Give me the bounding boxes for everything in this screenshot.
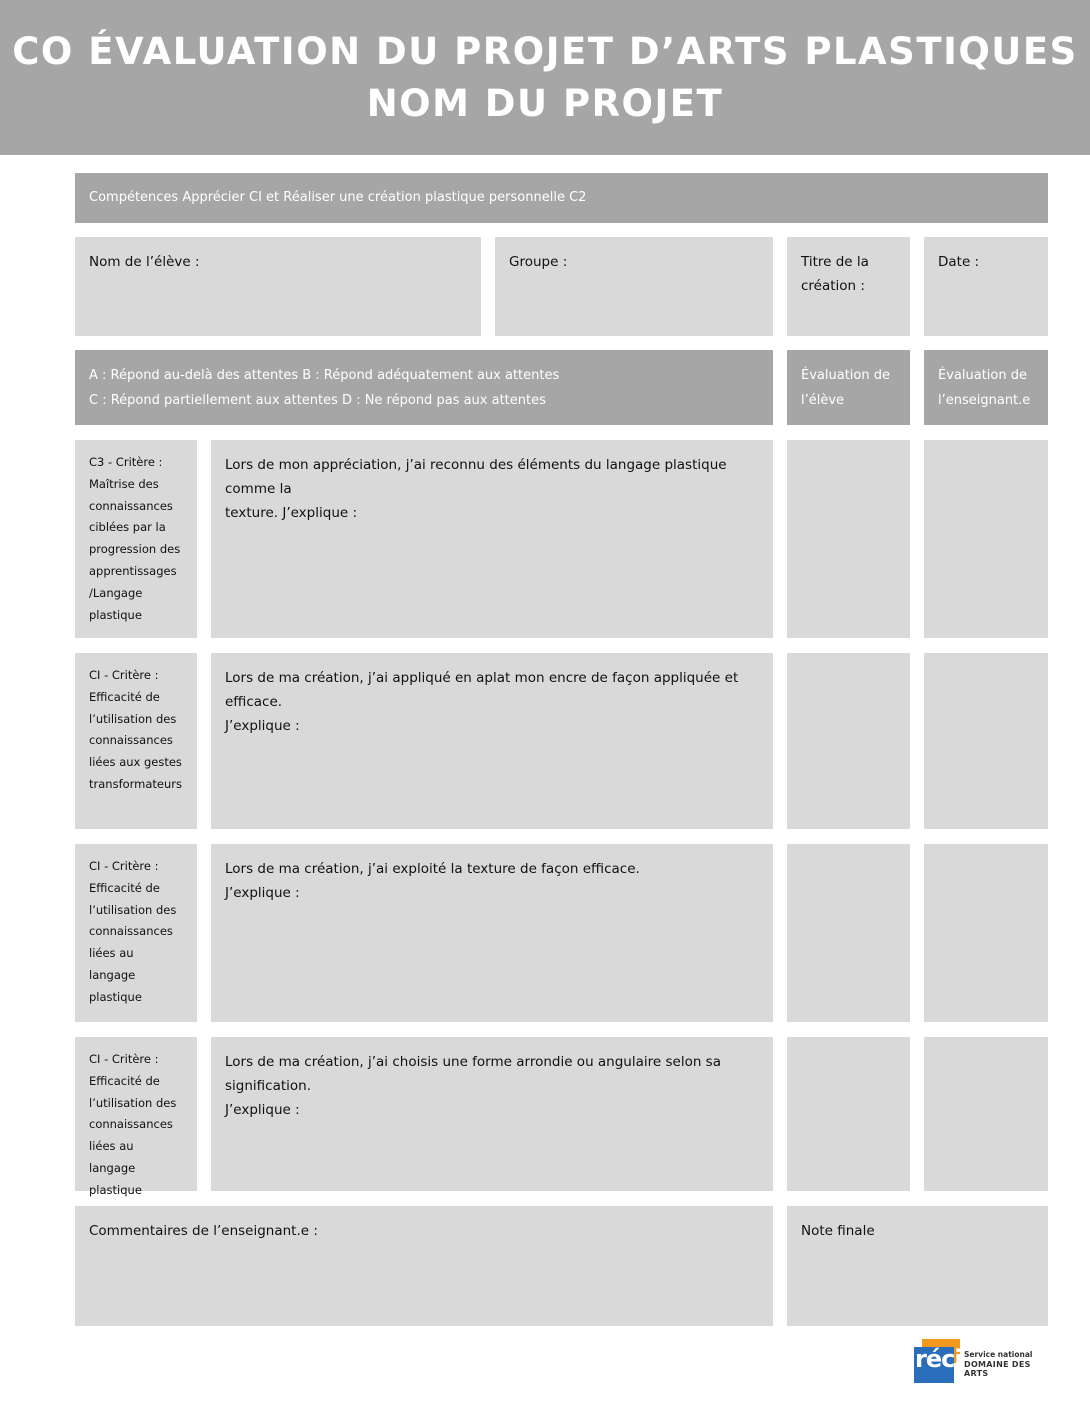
criterion-answer-field[interactable] [211,1037,773,1191]
teacher-eval-header-line1: Évaluation de [938,368,1027,383]
final-grade-label: Note finale [801,1223,875,1239]
teacher-comments-field[interactable] [75,1206,773,1326]
criterion-label-line: Efficacité de [89,689,160,704]
criterion-label-line: connaissances [89,924,173,939]
criterion-prompt-line2: J’explique : [225,885,300,901]
page-title-line1: CO ÉVALUATION DU PROJET D’ARTS PLASTIQUES [12,29,1078,73]
criterion-label-line: Maîtrise des [89,476,159,491]
criterion-label-line: Efficacité de [89,1073,160,1088]
criterion-label-line: connaissances [89,733,173,748]
group-label: Groupe : [509,254,568,270]
criterion-prompt-line2: texture. J’explique : [225,505,358,521]
criterion-label-line: l’utilisation des [89,902,177,917]
student-eval-header-line1: Évaluation de [801,368,890,383]
criterion-label-line: CI - Critère : [89,1052,159,1066]
date-label: Date : [938,254,980,270]
criterion-label-line: progression des [89,542,181,557]
criterion-label-line: plastique [89,1182,142,1197]
criterion-prompt-line1: Lors de ma création, j’ai choisis une forme arrondie ou angulaire selon sa signification. [225,1054,721,1094]
recit-logo-text: récit [915,1345,973,1373]
criterion-label-line: liées au langage [89,946,136,982]
logo-service-text: Service national [964,1350,1033,1359]
student-eval-cell[interactable] [787,653,910,829]
criterion-label-line: liées au langage [89,1139,136,1175]
student-eval-cell[interactable] [787,844,910,1022]
student-name-field[interactable] [75,237,481,336]
criterion-label-line: connaissances [89,1117,173,1132]
criterion-label-line: l’utilisation des [89,1095,177,1110]
logo-domain-text: DOMAINE DES ARTS [964,1360,1031,1378]
student-eval-header [787,350,910,425]
criterion-prompt-line1: Lors de ma création, j’ai exploité la texture de façon efficace. [225,861,640,877]
criterion-prompt-line2: J’explique : [225,1102,300,1118]
student-name-label: Nom de l’élève : [89,254,200,270]
creation-title-field[interactable] [787,237,910,336]
competences-text: Compétences Apprécier CI et Réaliser une création plastique personnelle C2 [89,190,587,205]
criterion-prompt-line2: J’explique : [225,718,300,734]
creation-title-label-line2: création : [801,278,865,294]
teacher-eval-cell[interactable] [924,653,1048,829]
criterion-label-line: /Langage [89,585,143,600]
student-eval-cell[interactable] [787,440,910,638]
teacher-eval-cell[interactable] [924,1037,1048,1191]
criterion-answer-field[interactable] [211,844,773,1022]
grading-scale [75,350,773,425]
grading-scale-line2: C : Répond partiellement aux attentes D : Ne répond pas aux attentes [89,393,546,408]
criterion-label-line: CI - Critère : [89,668,159,682]
criterion-answer-field[interactable] [211,440,773,638]
teacher-eval-header-line2: l’enseignant.e [938,393,1031,408]
competences-bar [75,173,1048,223]
teacher-eval-header [924,350,1048,425]
recit-logo-mark [914,1339,973,1383]
criterion-label [75,1037,197,1197]
criterion-label-line: ciblées par la [89,520,166,535]
criterion-prompt-line1: Lors de ma création, j’ai appliqué en aplat mon encre de façon appliquée et efficace. [225,670,739,710]
criterion-label-line: transformateurs [89,776,183,791]
teacher-eval-cell[interactable] [924,440,1048,638]
criterion-answer-field[interactable] [211,653,773,829]
criterion-label-line: Efficacité de [89,880,160,895]
page-title-line2: NOM DU PROJET [366,81,724,125]
criterion-label [75,440,197,638]
criterion-label-line: liées aux gestes [89,755,182,770]
grading-scale-line1: A : Répond au-delà des attentes B : Répond adéquatement aux attentes [89,368,560,383]
page-header [0,0,1090,155]
student-eval-cell[interactable] [787,1037,910,1191]
criterion-prompt-line1: Lors de mon appréciation, j’ai reconnu des éléments du langage plastique comme la [225,457,727,497]
final-grade-field[interactable] [787,1206,1048,1326]
teacher-eval-cell[interactable] [924,844,1048,1022]
date-field[interactable] [924,237,1048,336]
teacher-comments-label: Commentaires de l’enseignant.e : [89,1223,318,1239]
creation-title-label-line1: Titre de la [801,254,869,270]
criterion-label [75,653,197,829]
criterion-label-line: plastique [89,989,142,1004]
student-eval-header-line2: l’élève [801,393,845,408]
criterion-label-line: l’utilisation des [89,711,177,726]
criterion-label-line: plastique [89,607,142,622]
criterion-label-line: CI - Critère : [89,859,159,873]
criterion-label-line: connaissances [89,498,173,513]
criterion-label [75,844,197,1022]
group-field[interactable] [495,237,773,336]
recit-logo [912,1336,1052,1386]
criterion-label-line: C3 - Critère : [89,455,163,469]
criterion-label-line: apprentissages [89,563,177,578]
